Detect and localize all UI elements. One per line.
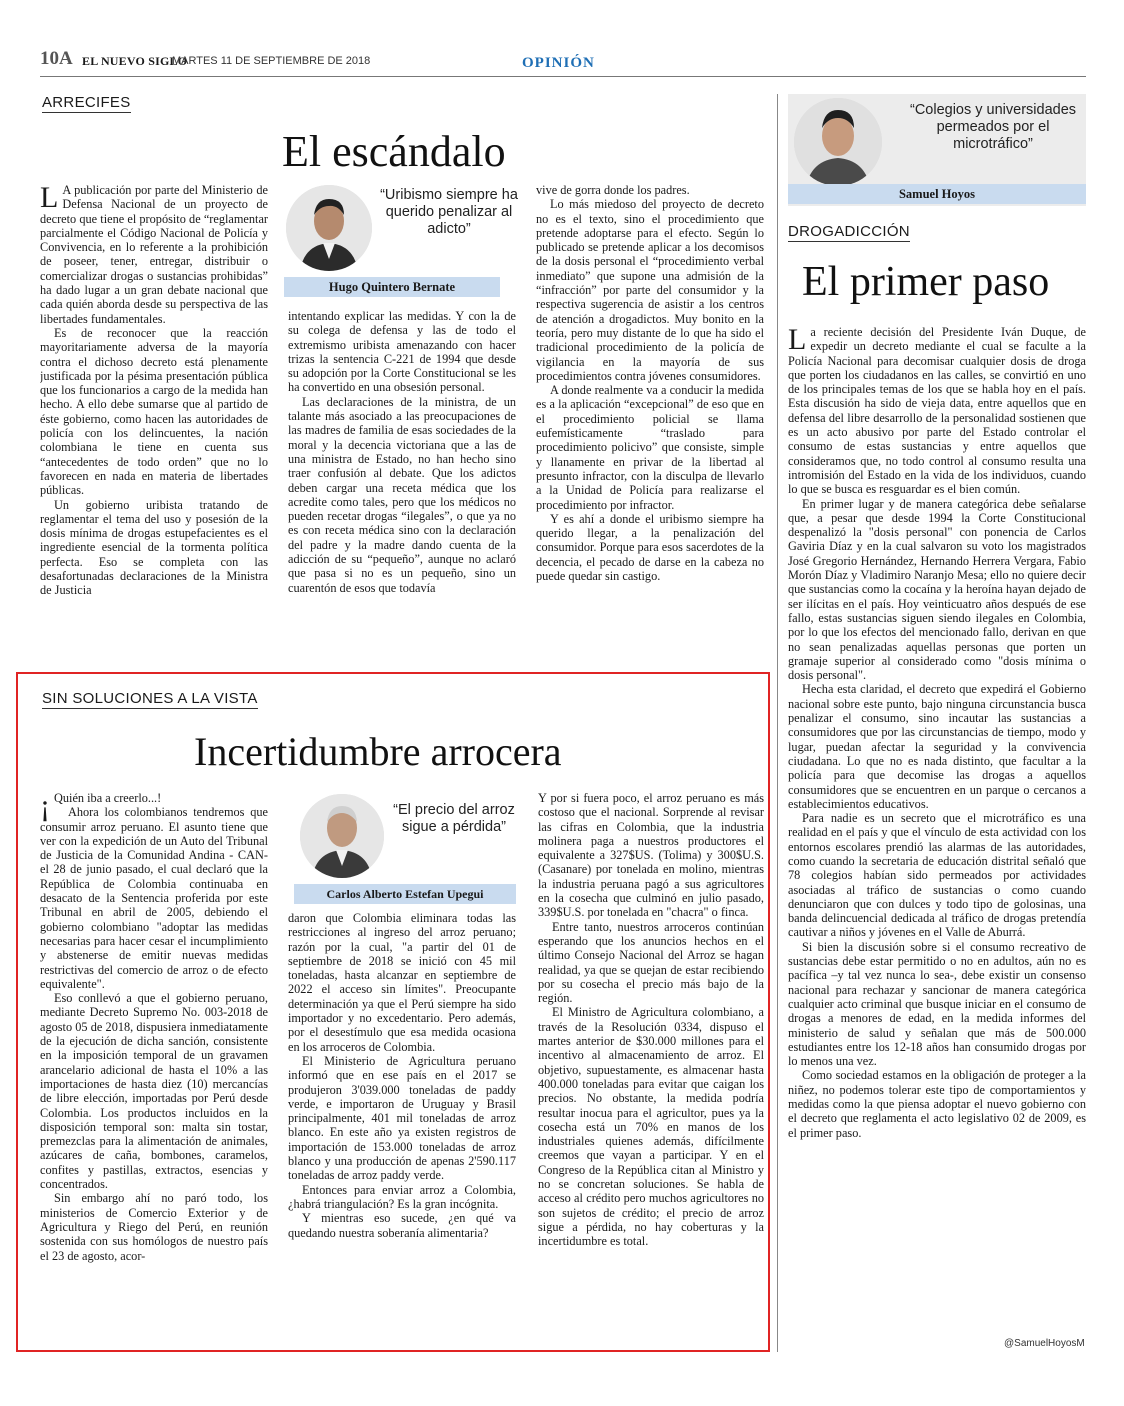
paragraph: Si bien la discusión sobre si el consumo recreativo de sustancias debe estar permitido o no en adultos, aún no es pacífica –y tal vez nunca lo sea-, debe existir un consenso nacional para rechazar y sancionar de manera categórica cualquier acto criminal que busque iniciar en el consumo de drogas a menores de edad, en la medida informes del ministerio de salud y señalan que más de 500.000 estudiantes entre los 12-18 años han consumido drogas por lo menos una vez. [788, 939, 1086, 1069]
author-portrait [300, 794, 384, 878]
article2-column-3 [538, 791, 764, 1346]
author-portrait [286, 185, 372, 271]
paragraph: El Ministerio de Agricultura peruano informó que en ese país en el 2017 se produjeron 3'039.000 toneladas de paddy verde, e importaron de Uruguay y Brasil principalmente, 401 mil toneladas de arroz blanco. En este año ya existen registros de importación de 153.000 toneladas de arroz blanco y una producción de apenas 2'590.117 toneladas de arroz paddy verde. [288, 1053, 516, 1183]
paragraph: Es de reconocer que la reacción mayoritariamente adversa de la mayoría contra el dichoso decreto está plenamente justificada por la pésima presentación pública que los funcionarios a cargo de la medida han hecho. A ello debe sumarse que al partido de éste gobierno, como hacen las autoridades de policía con los delincuentes, la nación colombiana le tiene en cuenta sus “antecedentes de todo orden” que no lo favorecen en nada en materia de libertades públicas. [40, 325, 268, 498]
article1-column-1 [40, 183, 268, 669]
paragraph: a reciente decisión del Presidente Iván Duque, de expedir un decreto mediante el cual se faculte a la Policía Nacional para decomisar cualquier dosis de droga que porten los ciudadanos en las calles, se convirtió en uno de los principales temas de los que se habla hoy en el país. Esta discusión ha sido de vieja data, entre aquellos que en defensa del libre desarrollo de la personalidad sostienen que es un acto abusivo por parte del Estado controlar el consumo de estas sustancias y entre aquellos que consideramos que, no todo control al consumo resulta una intromisión del Estado en la vida de los individuos, cuando lo que se busca es resguardar es el bien común. [788, 325, 1086, 497]
article2-author-box [294, 792, 516, 908]
article1-headline: El escándalo [282, 127, 506, 176]
page-number: 10A [40, 48, 73, 69]
paragraph: daron que Colombia eliminara todas las restricciones al ingreso del arroz peruano; razón por la cual, "a partir del 01 de septiembre de 2018 se inició con 45 mil toneladas, hasta alcanzar en septiembre de 2022 el acceso sin límites". Preocupante determinación ya que el Perú siempre ha sido importador y no excedentario. Pero además, por el desestímulo que esa medida ocasiona en los arroceros de Colombia. [288, 911, 516, 1054]
paper-name: EL NUEVO SIGLO [82, 54, 188, 68]
paragraph: Ahora los colombianos tendremos que consumir arroz peruano. El asunto tiene que ver con la expedición de un Auto del Tribunal de Justicia de la Comunidad Andina - CAN- el 28 de junio pasado, el cual declaró que la República de Colombia continuaba en desacato de la Sentencia proferida por este Tribunal en abril de 2005, debiendo el gobierno colombiano "adoptar las medidas necesarias para hacer cesar el incumplimiento y abstenerse de emitir nuevas medidas restrictivas del comercio de arroz o de efecto equivalente". [40, 805, 268, 991]
paragraph: Lo más miedoso del proyecto de decreto no es el texto, sino el procedimiento que pretende adoptarse para el efecto. Según lo publicado se pretende aplicar a los decomisos de la dosis personal el “procedimiento verbal inmediato” que supone una admisión de la “infracción” por parte del consumidor y la respectiva sugerencia de asistir a los centros de atención a drogadictos. Muy bonito en la teoría, pero muy distante de lo que ha sido el tradicional procedimiento de la policía de vigilancia en la mayoría de sus procedimientos contra jóvenes consumidores. [536, 197, 764, 383]
paragraph: El Ministro de Agricultura colombiano, a través de la Resolución 0334, dispuso el martes anterior de $30.000 millones para el incentivo al almacenamiento de arroz. El objetivo, supuestamente, es almacenar hasta 400.000 toneladas para evitar que caigan los precios. No obstante, la medida podría resultar inocua para el agricultor, pues ya la cosecha está un 70% en manos de los industriales quienes además, difícilmente creemos que vayan a participar. Y en el Congreso de la República citan al Ministro y no se concretan soluciones. Se habla de acceso al crédito pero muchos agricultores no son sujetos de crédito; el precio de arroz sigue a pérdida, no hay coberturas y la incertidumbre es total. [538, 1005, 764, 1249]
paragraph: Hecha esta claridad, el decreto que expedirá el Gobierno nacional sobre este punto, bajo ninguna circunstancia busca penalizar el consumo, sino incautar las sustancias a consumidores que por las circunstancias de tiempo, modo y lugar, puedan afectar la seguridad y la convivencia ciudadana. Lo que no es nada distinto, que facultar a la policía para que decomise las drogas a aquellos consumidores que se encuentren en un parque o cercanos a establecimientos educativos. [788, 682, 1086, 811]
paragraph: Sin embargo ahí no paró todo, los ministerios de Comercio Exterior y de Agricultura y Riego del Perú, en reunión sostenida con sus homólogos de nuestro país el 23 de agosto, acor- [40, 1191, 268, 1263]
article2-kicker: SIN SOLUCIONES A LA VISTA [42, 690, 258, 707]
article2-dropcap: ¡ [40, 791, 50, 822]
article1-dropcap: L [40, 183, 59, 214]
paragraph: Y mientras eso sucede, ¿en qué va quedando nuestra soberanía alimentaria? [288, 1211, 516, 1240]
masthead-rule [40, 76, 1086, 77]
paragraph: Entonces para enviar arroz a Colombia, ¿habrá triangulación? Es la gran incógnita. [288, 1182, 516, 1211]
paragraph: Quién iba a creerlo...! [54, 791, 162, 805]
article3-headline: El primer paso [802, 259, 1050, 305]
article2-headline: Incertidumbre arrocera [194, 729, 562, 774]
article3-pull-quote: “Colegios y universidades permeados por el microtráfico” [909, 102, 1077, 152]
author-portrait-icon [794, 98, 882, 186]
article2-column-2 [288, 911, 516, 1345]
author-portrait-icon [286, 185, 372, 271]
author-portrait-icon [300, 794, 384, 878]
article3-author-name: Samuel Hoyos [788, 184, 1086, 204]
paragraph: A publicación por parte del Ministerio de Defensa Nacional de un proyecto de decreto que tiene el propósito de “reglamentar parcialmente el Código Nacional de Policía y Convivencia, en lo referente a la prohibición de poseer, tener, entregar, distribuir o comercializar drogas o sustancias prohibidas” ha dado lugar a un gran debate nacional que cada quién aborda desde su perspectiva de las libertades fundamentales. [40, 183, 268, 326]
paragraph: Como sociedad estamos en la obligación de proteger a la niñez, no podemos tolerar este tipo de comportamientos y medidas como la que piensa adoptar el nuevo gobierno con el decreto que reglamenta el acto legislativo 02 de 2009, es el primer paso. [788, 1068, 1086, 1140]
paragraph: vive de gorra donde los padres. [536, 183, 690, 197]
paragraph: Para nadie es un secreto que el microtráfico es una realidad en el país y que el vínculo de esta actividad con los entornos escolares prendió las alarmas de las autoridades, como cuando la secretaria de educación distrital señaló que 78 colegios habían sido permeados por actividades asociadas al tráfico de sustancias o como cuando denunciaron que con dulces y todo tipo de golosinas, una banda delincuencial dedicada al tráfico de drogas pretendía cautivar a niños y jóvenes en el Valle de Aburrá. [788, 811, 1086, 940]
paragraph: En primer lugar y de manera categórica debe señalarse que, a pesar que desde 1994 la Corte Constitucional despenalizó la "dosis personal" con ponencia de Carlos Gaviria Díaz y en la cual salvaron su voto los magistrados José Gregorio Hernández, Hernando Herrera Vergara, Fabio Morón Díaz y Vladimiro Naranjo Mesa; ello no quiere decir que sustancias como la cocaína y la heroína hayan dejado de ser ilícitas en el país. Hoy veinticuatro años después de ese fallo, estas sustancias siguen siendo ilegales en Colombia, por lo que los efectos del mencionado fallo, derivan en que no sean penalizadas aquellas personas que porten un gramaje superior al considerado como "dosis mínima o dosis personal". [788, 496, 1086, 683]
article3-kicker: DROGADICCIÓN [788, 223, 910, 240]
section-title: OPINIÓN [522, 55, 595, 71]
paragraph: Entre tanto, nuestros arroceros continúan esperando que los anuncios hechos en el último Consejo Nacional del Arroz se hagan realidad, ya que se quejan de estar recibiendo por su cosecha el precio más bajo de la región. [538, 919, 764, 1006]
paragraph: Eso conllevó a que el gobierno peruano, mediante Decreto Supremo No. 003-2018 de agosto 05 de 2018, dispusiera inmediatamente de la ejecución de dicha sanción, consistente en la imposición temporal de un gravamen arancelario adicional de hasta el 10% a las importaciones de hasta diez (10) mercancías de libre elección, importadas por Perú desde Colombia. Los productos incluidos en la disposición temporal son: malta sin tostar, premezclas para la alimentación de animales, azúcares de caña, bombones, caramelos, confites y pastillas, extractos, esencias y concentrados. [40, 991, 268, 1192]
paragraph: A donde realmente va a conducir la medida es a la aplicación “excepcional” de eso que en el procedimiento policial se llama eufemísticamente “traslado para procedimiento policivo” que consiste, simple y llanamente en privar de la libertad al presunto infractor, con la disculpa de llevarlo a la Unidad de Policía para realizarse el procedimiento por infractor. [536, 383, 764, 512]
article2-pull-quote: “El precio del arroz sigue a pérdida” [393, 802, 515, 835]
twitter-handle[interactable]: @SamuelHoyosM [1004, 1338, 1085, 1349]
article1-author-box [284, 183, 520, 299]
article1-column-2 [288, 309, 516, 669]
article2-author-name: Carlos Alberto Estefan Upegui [294, 884, 516, 904]
article2-column-1 [40, 791, 268, 1346]
paragraph: Un gobierno uribista tratando de reglamentar el tema del uso y posesión de la dosis mínima de drogas estupefacientes es el ingrediente esencial de la tormenta política perfecta. Eso se completa con las desafortunadas declaraciones de la Ministra de Justicia [40, 497, 268, 598]
article1-pull-quote: “Uribismo siempre ha querido penalizar al adicto” [380, 187, 518, 237]
paragraph: Y es ahí a donde el uribismo siempre ha querido llegar, a la penalización del consumidor. Porque para esos sacerdotes de la decencia, el pecado de darse en la cabeza no puede quedar sin castigo. [536, 511, 764, 584]
paragraph: Y por si fuera poco, el arroz peruano es más costoso que el nacional. Sorprende al revisar las cifras en Colombia, que la industria molinera paga a nuestros productores el equivalente a 327$US. (Tolima) y 300$U.S. (Casanare) por tonelada en molino, mientras la industria peruana pagó a sus agricultores en la cosecha que culminó en julio pasado, 339$U.S. por tonelada en "chacra" o finca. [538, 791, 764, 920]
article1-column-3 [536, 183, 764, 669]
article3-dropcap: L [788, 325, 807, 356]
paragraph: Las declaraciones de la ministra, de un talante más asociado a las preocupaciones de las madres de familia de esas sociedades de la moral y la decencia victoriana que a las de una ministra de Estado, no han hecho sino traer confusión al debate. Que los adictos deben cargar una receta médica que los acredite como tales, pero que los médicos no pueden recetar drogas “ilegales”, o que ya no es con receta médica sino con la declaración del padre y la madre dando cuenta de la adicción de su “pequeño”, aunque no aclaró que pasa si no es un pequeño, sino un cuarentón de esos que todavía [288, 394, 516, 595]
article3-body [788, 325, 1086, 1337]
author-portrait [794, 98, 882, 186]
column-divider [777, 94, 778, 1352]
issue-date: MARTES 11 DE SEPTIEMBRE DE 2018 [172, 55, 371, 67]
article3-author-box [788, 94, 1086, 206]
paragraph: intentando explicar las medidas. Y con la de su colega de defensa y las de todo el extremismo uribista amenazando con hacer trizas la sentencia C-221 de 1994 que desde su adopción por la Corte Constitucional se les ha convertido en una obsesión personal. [288, 309, 516, 395]
article1-kicker: ARRECIFES [42, 94, 131, 111]
article1-author-name: Hugo Quintero Bernate [284, 277, 500, 297]
